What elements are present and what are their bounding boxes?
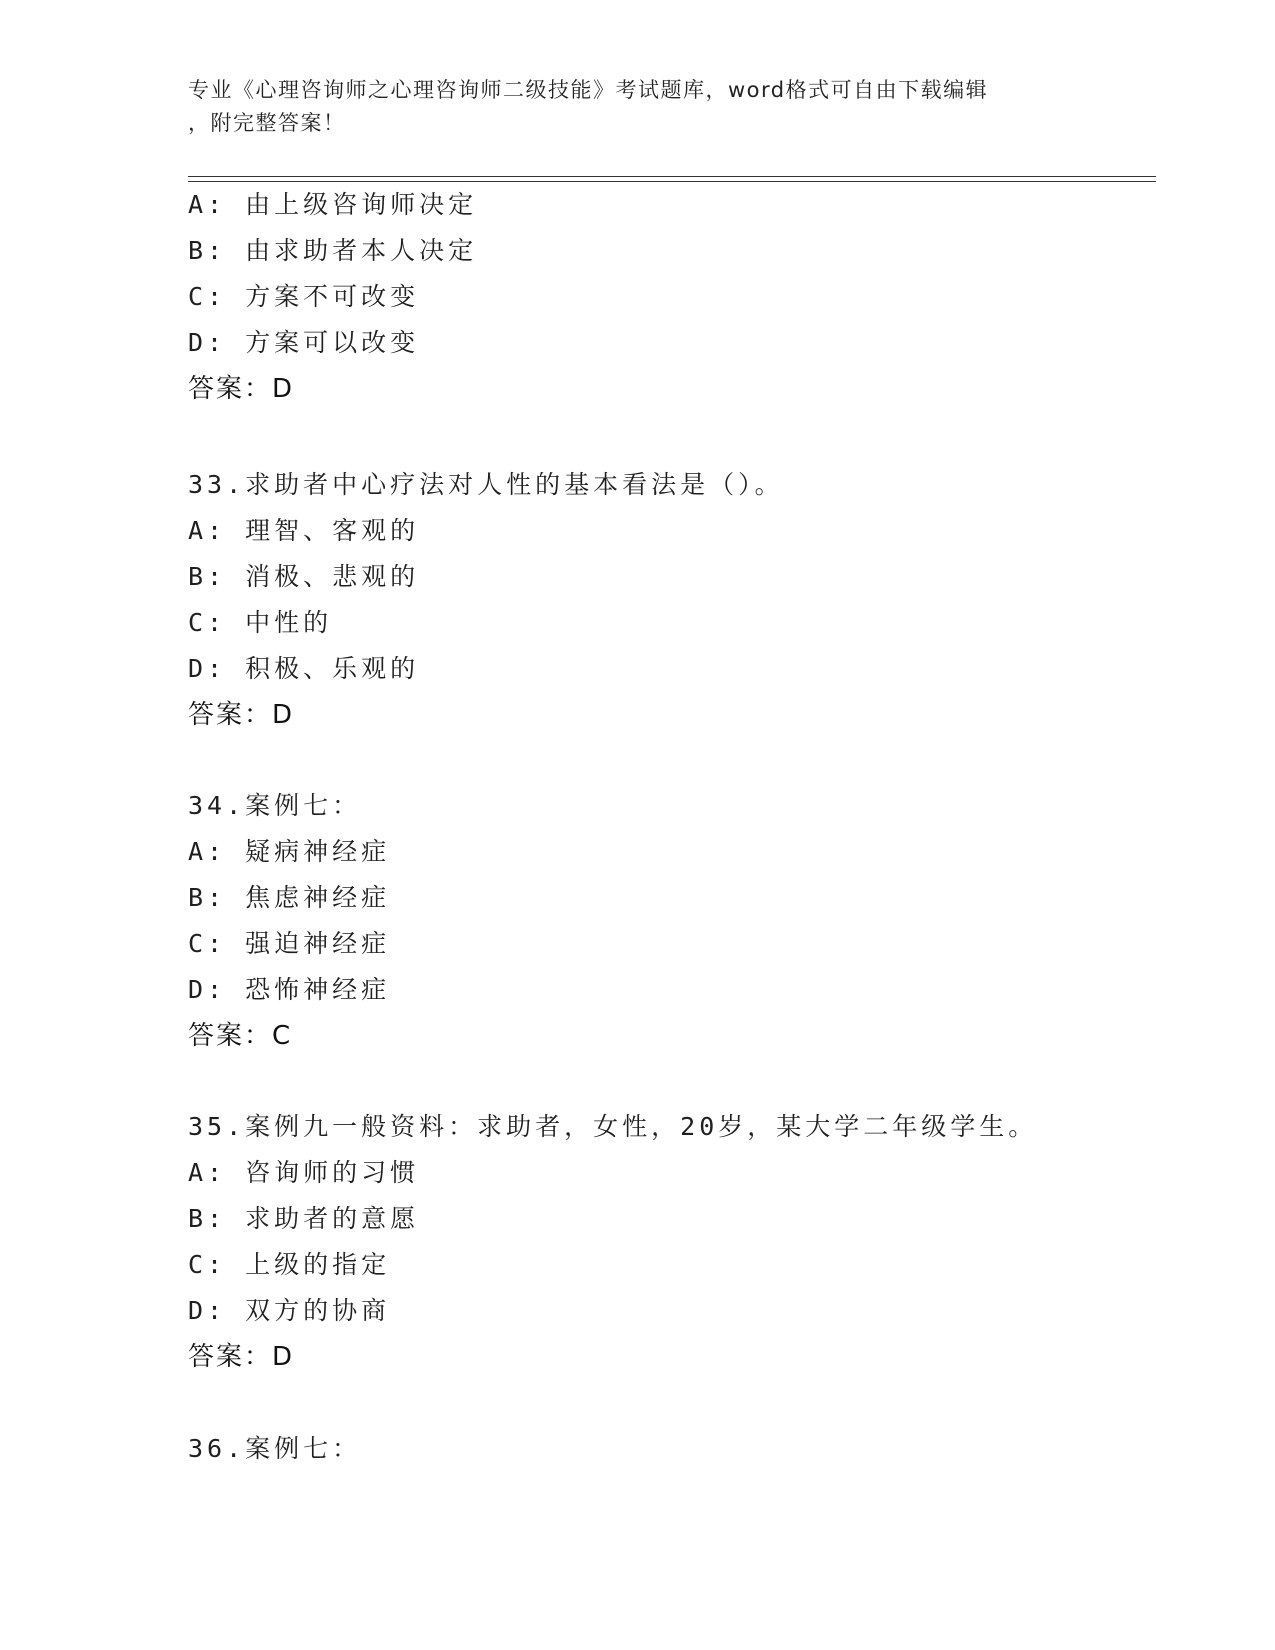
option-d: D: 双方的协商 <box>188 1296 391 1325</box>
question-text: 33.求助者中心疗法对人性的基本看法是（）。 <box>188 470 784 499</box>
question-text: 35.案例九一般资料：求助者，女性，20岁，某大学二年级学生。 <box>188 1112 1038 1141</box>
option-d: D: 积极、乐观的 <box>188 654 420 683</box>
header-divider-top <box>188 176 1156 177</box>
answer-line: 答案：C <box>188 1021 293 1051</box>
option-b: B: 由求助者本人决定 <box>188 236 478 265</box>
option-c: C: 方案不可改变 <box>188 282 420 311</box>
question-34-block <box>188 783 1148 1059</box>
question-36-block <box>188 1426 1148 1472</box>
question-33-block <box>188 462 1148 738</box>
option-b: B: 消极、悲观的 <box>188 562 420 591</box>
answer-line: 答案：D <box>188 700 295 730</box>
header-line-1: 专业《心理咨询师之心理咨询师二级技能》考试题库，word格式可自由下载编辑 <box>188 78 989 102</box>
option-b: B: 求助者的意愿 <box>188 1204 420 1233</box>
header-line-2: ，附完整答案！ <box>188 111 346 135</box>
option-c: C: 强迫神经症 <box>188 929 391 958</box>
question-35-block <box>188 1104 1148 1380</box>
question-text: 34.案例七： <box>188 791 362 820</box>
option-a: A: 咨询师的习惯 <box>188 1158 420 1187</box>
option-d: D: 方案可以改变 <box>188 328 420 357</box>
question-32-block <box>188 182 1148 412</box>
answer-line: 答案：D <box>188 374 295 404</box>
option-d: D: 恐怖神经症 <box>188 975 391 1004</box>
option-c: C: 上级的指定 <box>188 1250 391 1279</box>
option-b: B: 焦虑神经症 <box>188 883 391 912</box>
option-a: A: 疑病神经症 <box>188 837 391 866</box>
option-a: A: 理智、客观的 <box>188 516 420 545</box>
question-text: 36.案例七： <box>188 1434 362 1463</box>
option-a: A: 由上级咨询师决定 <box>188 190 478 219</box>
answer-line: 答案：D <box>188 1342 295 1372</box>
document-header <box>188 74 1068 140</box>
option-c: C: 中性的 <box>188 608 333 637</box>
